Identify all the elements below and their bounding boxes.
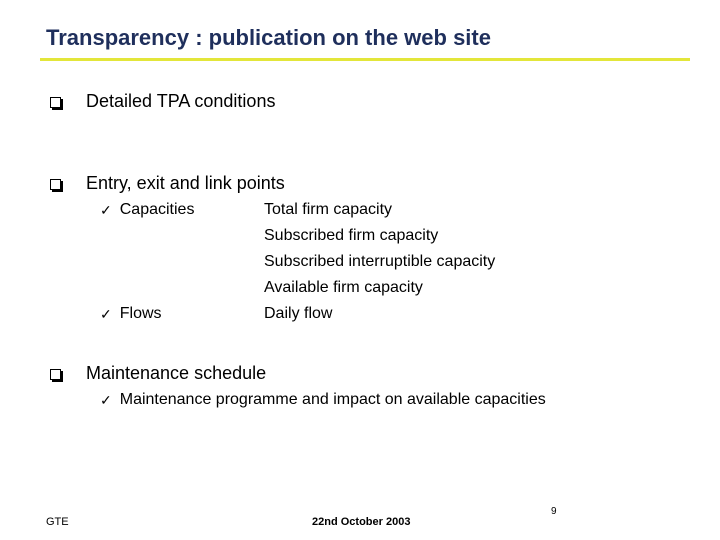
- slide-title: Transparency : publication on the web site: [46, 25, 491, 50]
- page-number: 9: [551, 506, 557, 517]
- detail-available-firm: Available firm capacity: [264, 279, 423, 296]
- bullet-label: Maintenance schedule: [86, 363, 267, 383]
- sub-item-label: Capacities: [119, 201, 195, 218]
- footer-date: 22nd October 2003: [312, 516, 411, 528]
- checkbox-square-icon: [50, 369, 61, 380]
- sub-item-label: Maintenance programme and impact on available capacities: [119, 391, 546, 408]
- checkmark-icon: ✓: [100, 201, 112, 218]
- bullet-label: Detailed TPA conditions: [86, 91, 276, 111]
- bullet-detailed-tpa: [50, 91, 275, 112]
- bullet-entry-exit-points: [50, 173, 285, 194]
- title-underline: [40, 58, 690, 61]
- sub-item-capacities: [100, 201, 194, 219]
- checkbox-square-icon: [50, 97, 61, 108]
- detail-subscribed-firm: Subscribed firm capacity: [264, 227, 439, 244]
- footer-left: GTE: [46, 516, 69, 528]
- sub-item-label: Flows: [119, 305, 162, 322]
- detail-daily-flow: Daily flow: [264, 305, 333, 322]
- detail-total-firm: Total firm capacity: [264, 201, 393, 218]
- bullet-label: Entry, exit and link points: [86, 173, 285, 193]
- detail-subscribed-interruptible: Subscribed interruptible capacity: [264, 253, 496, 270]
- bullet-maintenance: [50, 363, 266, 384]
- checkbox-square-icon: [50, 179, 61, 190]
- sub-item-flows: [100, 305, 162, 323]
- checkmark-icon: ✓: [100, 305, 112, 322]
- sub-item-maintenance: [100, 391, 546, 409]
- checkmark-icon: ✓: [100, 391, 112, 408]
